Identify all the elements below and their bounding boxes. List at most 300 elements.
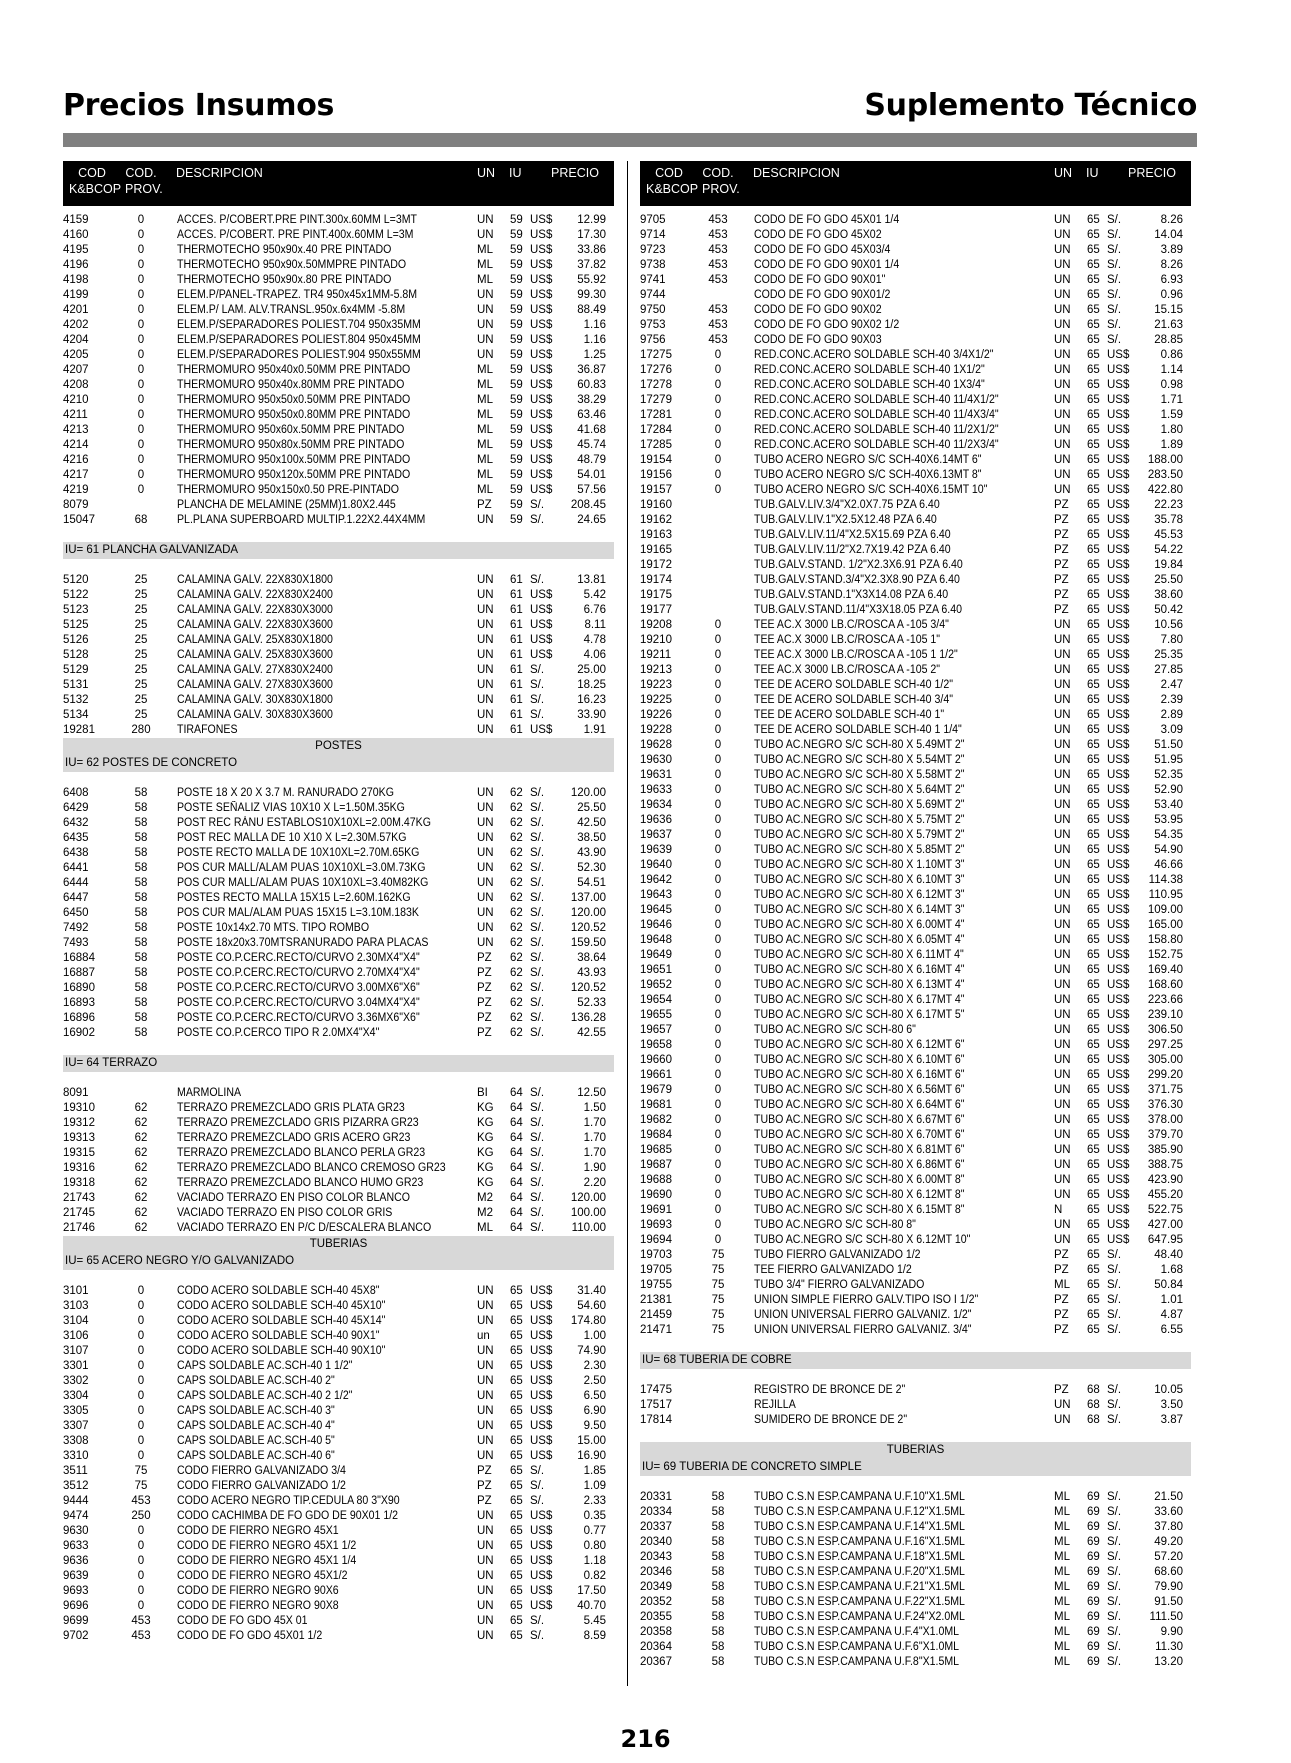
- iu-code: 65: [510, 1450, 523, 1462]
- item-description: RED.CONC.ACERO SOLDABLE SCH-40 11/2X1/2": [754, 424, 999, 436]
- currency: S/.: [1107, 1536, 1122, 1548]
- unit: ML: [477, 364, 493, 376]
- item-code: 9738: [640, 259, 666, 271]
- table-row: [640, 1595, 1191, 1610]
- table-row: [63, 1206, 614, 1221]
- provider-code: 0: [137, 334, 145, 346]
- currency: S/.: [530, 877, 545, 889]
- page-number: 216: [620, 1725, 671, 1753]
- table-row: [640, 603, 1191, 618]
- table-row: [63, 1344, 614, 1359]
- item-code: 9699: [63, 1615, 89, 1627]
- currency: S/.: [1107, 1309, 1122, 1321]
- currency: US$: [530, 259, 553, 271]
- provider-code: 58: [134, 862, 148, 874]
- provider-code: 75: [711, 1249, 725, 1261]
- item-description: CODO DE FO GDO 90X03: [754, 334, 882, 346]
- currency: US$: [1107, 529, 1130, 541]
- item-code: 16896: [63, 1012, 95, 1024]
- provider-code: 0: [137, 1345, 145, 1357]
- currency: S/.: [1107, 214, 1122, 226]
- table-row: [63, 906, 614, 921]
- price: 0.35: [583, 1510, 606, 1522]
- table-row: [63, 1284, 614, 1299]
- unit: KG: [477, 1132, 494, 1144]
- provider-code: 0: [137, 394, 145, 406]
- table-row: [63, 693, 614, 708]
- unit: UN: [1054, 379, 1071, 391]
- iu-code: 65: [1087, 919, 1100, 931]
- unit: ML: [477, 1222, 493, 1234]
- table-row: [640, 978, 1191, 993]
- currency: S/.: [530, 1177, 545, 1189]
- currency: S/.: [1107, 1249, 1122, 1261]
- table-row: [63, 348, 614, 363]
- iu-code: 65: [1087, 664, 1100, 676]
- iu-code: 65: [1087, 859, 1100, 871]
- iu-code: 59: [510, 319, 523, 331]
- currency: US$: [1107, 1054, 1130, 1066]
- item-description: RED.CONC.ACERO SOLDABLE SCH-40 1X1/2": [754, 364, 985, 376]
- table-row: [640, 513, 1191, 528]
- price: 57.20: [1154, 1551, 1183, 1563]
- iu-code: 65: [1087, 904, 1100, 916]
- table-row: [640, 903, 1191, 918]
- item-code: 19154: [640, 454, 672, 466]
- provider-code: 0: [714, 1084, 722, 1096]
- table-row: [63, 1464, 614, 1479]
- category-header: POSTES: [63, 738, 614, 755]
- unit: UN: [1054, 994, 1071, 1006]
- item-code: 19228: [640, 724, 672, 736]
- item-code: 3304: [63, 1390, 89, 1402]
- unit: ML: [477, 469, 493, 481]
- provider-code: 0: [137, 1285, 145, 1297]
- item-description: TUBO AC.NEGRO S/C SCH-80 X 5.64MT 2": [754, 784, 965, 796]
- price: 8.11: [584, 619, 606, 631]
- iu-code: 62: [510, 937, 523, 949]
- provider-code: 0: [714, 1099, 722, 1111]
- currency: US$: [1107, 1039, 1130, 1051]
- provider-code: 0: [137, 1435, 145, 1447]
- currency: S/.: [530, 922, 545, 934]
- item-description: TUB.GALV.STAND. 1/2"X2.3X6.91 PZA 6.40: [754, 559, 963, 571]
- provider-code: 0: [714, 754, 722, 766]
- item-description: TUBO C.S.N ESP.CAMPANA U.F.12"X1.5ML: [754, 1506, 965, 1518]
- currency: US$: [530, 1600, 553, 1612]
- price: 22.23: [1154, 499, 1183, 511]
- unit: UN: [477, 1405, 494, 1417]
- price: 45.74: [577, 439, 606, 451]
- currency: US$: [1107, 1219, 1130, 1231]
- price: 18.25: [577, 679, 606, 691]
- item-code: 19690: [640, 1189, 672, 1201]
- item-code: 20337: [640, 1521, 672, 1533]
- price: 25.50: [1154, 574, 1183, 586]
- currency: S/.: [1107, 1581, 1122, 1593]
- currency: S/.: [530, 1132, 545, 1144]
- unit: ML: [1054, 1521, 1070, 1533]
- provider-code: 0: [714, 799, 722, 811]
- price: 455.20: [1147, 1189, 1183, 1201]
- iu-code: 61: [510, 694, 523, 706]
- table-row: [63, 1329, 614, 1344]
- currency: US$: [530, 1510, 553, 1522]
- price: 299.20: [1147, 1069, 1183, 1081]
- currency: US$: [1107, 349, 1130, 361]
- unit: UN: [1054, 274, 1071, 286]
- price-column-right: [640, 161, 1191, 1670]
- table-row: [63, 1101, 614, 1116]
- table-row: [640, 648, 1191, 663]
- item-description: THERMOMURO 950x40x0.50MM PRE PINTADO: [177, 364, 411, 376]
- item-description: TUBO FIERRO GALVANIZADO 1/2: [754, 1249, 921, 1261]
- item-code: 19636: [640, 814, 672, 826]
- provider-code: 0: [137, 244, 145, 256]
- item-description: TUBO ACERO NEGRO S/C SCH-40X6.14MT 6": [754, 454, 982, 466]
- item-code: 4210: [63, 394, 89, 406]
- iu-code: 59: [510, 289, 523, 301]
- iu-code: 65: [1087, 634, 1100, 646]
- currency: US$: [530, 1555, 553, 1567]
- item-code: 6429: [63, 802, 89, 814]
- table-row: [640, 468, 1191, 483]
- unit: UN: [1054, 244, 1071, 256]
- item-description: POSTE CO.P.CERC.RECTO/CURVO 2.70MX4"X4": [177, 967, 420, 979]
- table-row: [63, 1389, 614, 1404]
- price: 54.22: [1154, 544, 1183, 556]
- table-row: [640, 1068, 1191, 1083]
- provider-code: 453: [708, 244, 728, 256]
- item-code: 9753: [640, 319, 666, 331]
- unit: ML: [477, 439, 493, 451]
- unit: UN: [477, 1360, 494, 1372]
- currency: S/.: [1107, 319, 1122, 331]
- currency: US$: [1107, 709, 1130, 721]
- provider-code: 0: [137, 214, 145, 226]
- currency: US$: [1107, 1069, 1130, 1081]
- iu-code: 64: [510, 1102, 523, 1114]
- price: 9.90: [1160, 1626, 1183, 1638]
- iu-code: 65: [1087, 649, 1100, 661]
- table-row: [640, 1535, 1191, 1550]
- price: 385.90: [1147, 1144, 1183, 1156]
- unit: PZ: [1054, 1324, 1069, 1336]
- currency: US$: [530, 229, 553, 241]
- currency: US$: [530, 469, 553, 481]
- price: 376.30: [1147, 1099, 1183, 1111]
- item-code: 4160: [63, 229, 89, 241]
- table-row: [640, 573, 1191, 588]
- table-row: [640, 408, 1191, 423]
- price: 8.26: [1160, 259, 1183, 271]
- item-code: 5131: [63, 679, 89, 691]
- price: 1.70: [583, 1117, 606, 1129]
- unit: UN: [1054, 1129, 1071, 1141]
- provider-code: 0: [714, 1039, 722, 1051]
- unit: PZ: [1054, 589, 1069, 601]
- unit: UN: [477, 1315, 494, 1327]
- item-code: 19640: [640, 859, 672, 871]
- iu-code: 62: [510, 907, 523, 919]
- provider-code: 75: [711, 1309, 725, 1321]
- header-iu: IU: [1086, 166, 1099, 180]
- item-code: 7492: [63, 922, 89, 934]
- iu-code: 65: [510, 1510, 523, 1522]
- unit: UN: [477, 907, 494, 919]
- provider-code: 0: [714, 394, 722, 406]
- table-row: [640, 393, 1191, 408]
- iu-code: 65: [1087, 1039, 1100, 1051]
- table-row: [63, 876, 614, 891]
- unit: UN: [477, 679, 494, 691]
- price: 28.85: [1154, 334, 1183, 346]
- currency: US$: [530, 439, 553, 451]
- item-code: 21745: [63, 1207, 95, 1219]
- iu-code: 65: [1087, 769, 1100, 781]
- category-header: TUBERIAS: [640, 1442, 1191, 1459]
- price: 7.80: [1160, 634, 1183, 646]
- item-code: 6450: [63, 907, 89, 919]
- provider-code: 25: [134, 574, 148, 586]
- price: 99.30: [577, 289, 606, 301]
- item-code: 19643: [640, 889, 672, 901]
- price: 8.59: [583, 1630, 606, 1642]
- table-row: [63, 1614, 614, 1629]
- currency: S/.: [530, 787, 545, 799]
- table-row: [640, 633, 1191, 648]
- iu-code: 65: [510, 1585, 523, 1597]
- item-description: TUBO AC.NEGRO S/C SCH-80 X 6.17MT 4": [754, 994, 965, 1006]
- unit: UN: [1054, 979, 1071, 991]
- item-code: 19648: [640, 934, 672, 946]
- unit: UN: [477, 319, 494, 331]
- currency: US$: [530, 454, 553, 466]
- table-row: [640, 678, 1191, 693]
- table-row: [63, 1434, 614, 1449]
- item-code: 6432: [63, 817, 89, 829]
- provider-code: 68: [134, 514, 148, 526]
- provider-code: 58: [134, 877, 148, 889]
- item-description: CODO DE FO GDO 90X01 1/4: [754, 259, 900, 271]
- provider-code: 58: [711, 1536, 725, 1548]
- item-description: TUBO AC.NEGRO S/C SCH-80 X 5.54MT 2": [754, 754, 965, 766]
- provider-code: 0: [137, 1555, 145, 1567]
- provider-code: 0: [714, 1159, 722, 1171]
- unit: UN: [1054, 769, 1071, 781]
- price: 68.60: [1154, 1566, 1183, 1578]
- currency: US$: [530, 1405, 553, 1417]
- provider-code: 62: [134, 1147, 148, 1159]
- table-row: [63, 303, 614, 318]
- provider-code: 25: [134, 649, 148, 661]
- unit: UN: [477, 1525, 494, 1537]
- currency: US$: [1107, 889, 1130, 901]
- iu-code: 65: [1087, 229, 1100, 241]
- unit: UN: [477, 229, 494, 241]
- item-description: CODO CACHIMBA DE FO GDO DE 90X01 1/2: [177, 1510, 399, 1522]
- unit: UN: [477, 589, 494, 601]
- currency: US$: [530, 244, 553, 256]
- table-row: [640, 798, 1191, 813]
- currency: S/.: [530, 907, 545, 919]
- iu-code: 61: [510, 664, 523, 676]
- item-code: 6441: [63, 862, 89, 874]
- price: 50.42: [1154, 604, 1183, 616]
- table-row: [63, 891, 614, 906]
- iu-code: 62: [510, 922, 523, 934]
- item-code: 20352: [640, 1596, 672, 1608]
- item-code: 17814: [640, 1414, 672, 1426]
- table-row: [640, 438, 1191, 453]
- currency: S/.: [530, 817, 545, 829]
- table-row: [640, 768, 1191, 783]
- item-code: 19694: [640, 1234, 672, 1246]
- item-code: 5129: [63, 664, 89, 676]
- table-row: [63, 1479, 614, 1494]
- item-code: 4199: [63, 289, 89, 301]
- provider-code: 0: [714, 949, 722, 961]
- table-row: [63, 498, 614, 513]
- unit: un: [477, 1330, 490, 1342]
- provider-code: 280: [131, 724, 151, 736]
- unit: UN: [1054, 289, 1071, 301]
- price: 45.53: [1154, 529, 1183, 541]
- price: 168.60: [1147, 979, 1183, 991]
- iu-code: 65: [1087, 379, 1100, 391]
- iu-code: 62: [510, 1012, 523, 1024]
- provider-code: 0: [714, 439, 722, 451]
- price: 52.33: [577, 997, 606, 1009]
- provider-code: 453: [131, 1495, 151, 1507]
- table-row: [640, 558, 1191, 573]
- table-row: [63, 816, 614, 831]
- iu-code: 69: [1087, 1641, 1100, 1653]
- iu-code: 59: [510, 304, 523, 316]
- unit: UN: [477, 1585, 494, 1597]
- currency: S/.: [1107, 1641, 1122, 1653]
- item-description: TEE AC.X 3000 LB.C/ROSCA A -105 3/4": [754, 619, 949, 631]
- item-code: 19315: [63, 1147, 95, 1159]
- item-code: 4219: [63, 484, 89, 496]
- provider-code: 58: [711, 1581, 725, 1593]
- item-code: 19165: [640, 544, 672, 556]
- table-row: [63, 258, 614, 273]
- unit: UN: [477, 1420, 494, 1432]
- unit: UN: [1054, 754, 1071, 766]
- iu-code: 65: [1087, 994, 1100, 1006]
- table-row: [63, 1449, 614, 1464]
- item-code: 4217: [63, 469, 89, 481]
- unit: UN: [477, 514, 494, 526]
- price: 54.01: [577, 469, 606, 481]
- provider-code: 0: [714, 1144, 722, 1156]
- item-code: 19637: [640, 829, 672, 841]
- provider-code: 58: [134, 997, 148, 1009]
- item-code: 3107: [63, 1345, 89, 1357]
- currency: US$: [530, 214, 553, 226]
- price: 36.87: [577, 364, 606, 376]
- table-row: [640, 858, 1191, 873]
- item-code: 4214: [63, 439, 89, 451]
- provider-code: 0: [714, 889, 722, 901]
- unit: UN: [477, 724, 494, 736]
- table-row: [63, 678, 614, 693]
- provider-code: 0: [714, 1174, 722, 1186]
- item-description: THERMOTECHO 950x90x.40 PRE PINTADO: [177, 244, 392, 256]
- header-cod: COD: [78, 166, 106, 180]
- item-description: TUB.GALV.STAND.11/4"X3X18.05 PZA 6.40: [754, 604, 963, 616]
- item-code: 6438: [63, 847, 89, 859]
- item-description: CODO DE FIERRO NEGRO 90X8: [177, 1600, 339, 1612]
- provider-code: 453: [708, 319, 728, 331]
- item-description: TUBO ACERO NEGRO S/C SCH-40X6.13MT 8": [754, 469, 982, 481]
- iu-code: 68: [1087, 1384, 1100, 1396]
- item-code: 19630: [640, 754, 672, 766]
- table-row: [640, 1038, 1191, 1053]
- price: 379.70: [1147, 1129, 1183, 1141]
- table-row: [640, 1083, 1191, 1098]
- item-code: 15047: [63, 514, 95, 526]
- table-row: [640, 783, 1191, 798]
- currency: US$: [530, 649, 553, 661]
- unit: ML: [477, 454, 493, 466]
- table-row: [63, 801, 614, 816]
- table-row: [63, 846, 614, 861]
- table-row: [63, 1026, 614, 1041]
- unit: UN: [1054, 934, 1071, 946]
- item-code: 9630: [63, 1525, 89, 1537]
- item-description: POSTE 18 X 20 X 3.7 M. RANURADO 270KG: [177, 787, 394, 799]
- item-description: TUB.GALV.STAND.1"X3X14.08 PZA 6.40: [754, 589, 949, 601]
- unit: ML: [1054, 1641, 1070, 1653]
- unit: UN: [1054, 394, 1071, 406]
- provider-code: 0: [714, 484, 722, 496]
- iu-code: 59: [510, 439, 523, 451]
- iu-code: 65: [510, 1465, 523, 1477]
- provider-code: 0: [714, 739, 722, 751]
- unit: ML: [1054, 1581, 1070, 1593]
- provider-code: 0: [137, 1300, 145, 1312]
- currency: S/.: [1107, 244, 1122, 256]
- provider-code: 0: [137, 319, 145, 331]
- item-code: 17475: [640, 1384, 672, 1396]
- currency: S/.: [530, 1027, 545, 1039]
- table-row: [63, 318, 614, 333]
- section-header: IU= 65 ACERO NEGRO Y/O GALVANIZADO: [63, 1253, 614, 1270]
- item-code: 5120: [63, 574, 89, 586]
- provider-code: 0: [714, 904, 722, 916]
- unit: PZ: [1054, 499, 1069, 511]
- item-description: TIRAFONES: [177, 724, 238, 736]
- table-row: [640, 1580, 1191, 1595]
- item-code: 19645: [640, 904, 672, 916]
- iu-code: 69: [1087, 1581, 1100, 1593]
- item-code: 9705: [640, 214, 666, 226]
- provider-code: 75: [711, 1294, 725, 1306]
- row-gap: [63, 772, 614, 786]
- provider-code: 58: [134, 937, 148, 949]
- iu-code: 65: [1087, 1309, 1100, 1321]
- iu-code: 64: [510, 1192, 523, 1204]
- provider-code: 0: [714, 379, 722, 391]
- iu-code: 65: [510, 1345, 523, 1357]
- currency: US$: [1107, 1234, 1130, 1246]
- price: 53.40: [1154, 799, 1183, 811]
- currency: S/.: [530, 1465, 545, 1477]
- table-row: [640, 363, 1191, 378]
- currency: US$: [1107, 379, 1130, 391]
